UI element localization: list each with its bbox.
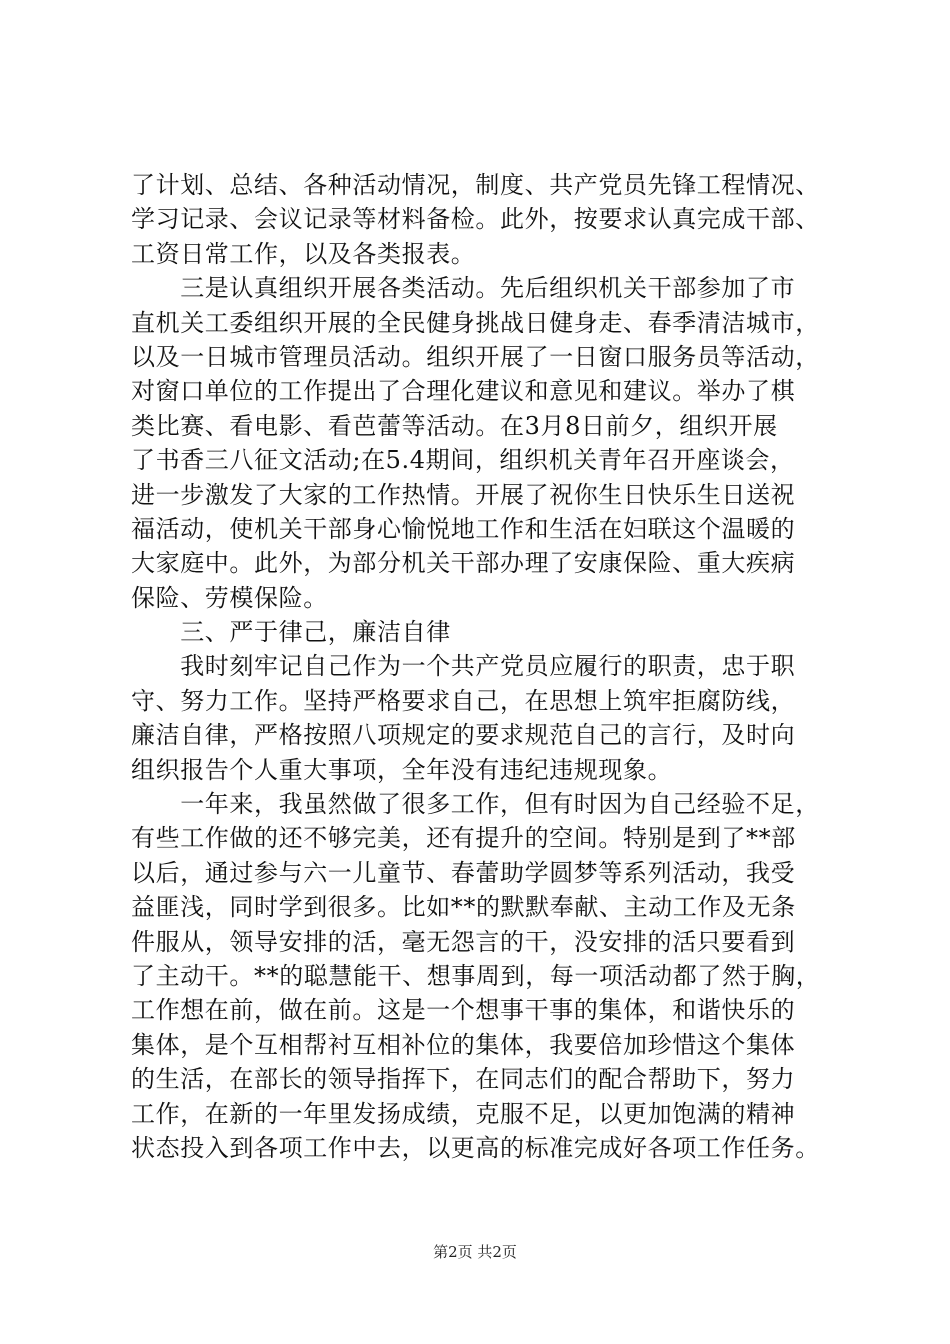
text-line: 工资日常工作，以及各类报表。 <box>131 239 476 268</box>
page-number-footer: 第2页 共2页 <box>433 1243 517 1261</box>
text-line: 守、努力工作。坚持严格要求自己，在思想上筑牢拒腐防线， <box>131 686 796 715</box>
text-line: 了计划、总结、各种活动情况，制度、共产党员先锋工程情况、 <box>131 171 820 199</box>
section-heading: 三、严于律己，廉洁自律 <box>131 618 451 647</box>
text-line: 福活动，使机关干部身心愉悦地工作和生活在妇联这个温暖的 <box>131 514 796 543</box>
text-line: 了主动干。**的聪慧能干、想事周到，每一项活动都了然于胸， <box>131 961 821 990</box>
text-line: 三是认真组织开展各类活动。先后组织机关干部参加了市 <box>131 274 796 303</box>
text-line: 件服从，领导安排的活，毫无怨言的干，没安排的活只要看到 <box>131 927 796 956</box>
text-line: 工作，在新的一年里发扬成绩，克服不足，以更加饱满的精神 <box>131 1099 796 1128</box>
text-line: 大家庭中。此外，为部分机关干部办理了安康保险、重大疾病 <box>131 549 796 578</box>
text-line: 进一步激发了大家的工作热情。开展了祝你生日快乐生日送祝 <box>131 480 796 509</box>
text-line: 集体，是个互相帮衬互相补位的集体，我要倍加珍惜这个集体 <box>131 1030 796 1059</box>
text-line: 类比赛、看电影、看芭蕾等活动。在3月8日前夕，组织开展 <box>131 411 778 440</box>
text-line: 工作想在前，做在前。这是一个想事干事的集体，和谐快乐的 <box>131 996 796 1025</box>
text-line: 我时刻牢记自己作为一个共产党员应履行的职责，忠于职 <box>131 652 796 681</box>
document-body <box>131 168 841 1165</box>
text-line: 廉洁自律，严格按照八项规定的要求规范自己的言行，及时向 <box>131 721 796 750</box>
text-line: 保险、劳模保险。 <box>131 583 328 612</box>
text-line: 的生活，在部长的领导指挥下，在同志们的配合帮助下，努力 <box>131 1065 796 1094</box>
text-line: 组织报告个人重大事项，全年没有违纪违规现象。 <box>131 755 673 784</box>
text-line: 有些工作做的还不够完美，还有提升的空间。特别是到了**部 <box>131 824 796 853</box>
text-line: 益匪浅，同时学到很多。比如**的默默奉献、主动工作及无条 <box>131 893 796 922</box>
text-line: 一年来，我虽然做了很多工作，但有时因为自己经验不足， <box>131 790 820 819</box>
text-line: 了书香三八征文活动;在5.4期间，组织机关青年召开座谈会， <box>131 446 795 475</box>
text-line: 对窗口单位的工作提出了合理化建议和意见和建议。举办了棋 <box>131 377 796 406</box>
text-line: 以后，通过参与六一儿童节、春蕾助学圆梦等系列活动，我受 <box>131 858 796 887</box>
text-line: 直机关工委组织开展的全民健身挑战日健身走、春季清洁城市， <box>131 308 820 337</box>
text-line: 以及一日城市管理员活动。组织开展了一日窗口服务员等活动， <box>131 342 820 371</box>
text-line: 状态投入到各项工作中去，以更高的标准完成好各项工作任务。 <box>131 1133 820 1162</box>
text-line: 学习记录、会议记录等材料备检。此外，按要求认真完成干部、 <box>131 205 820 234</box>
